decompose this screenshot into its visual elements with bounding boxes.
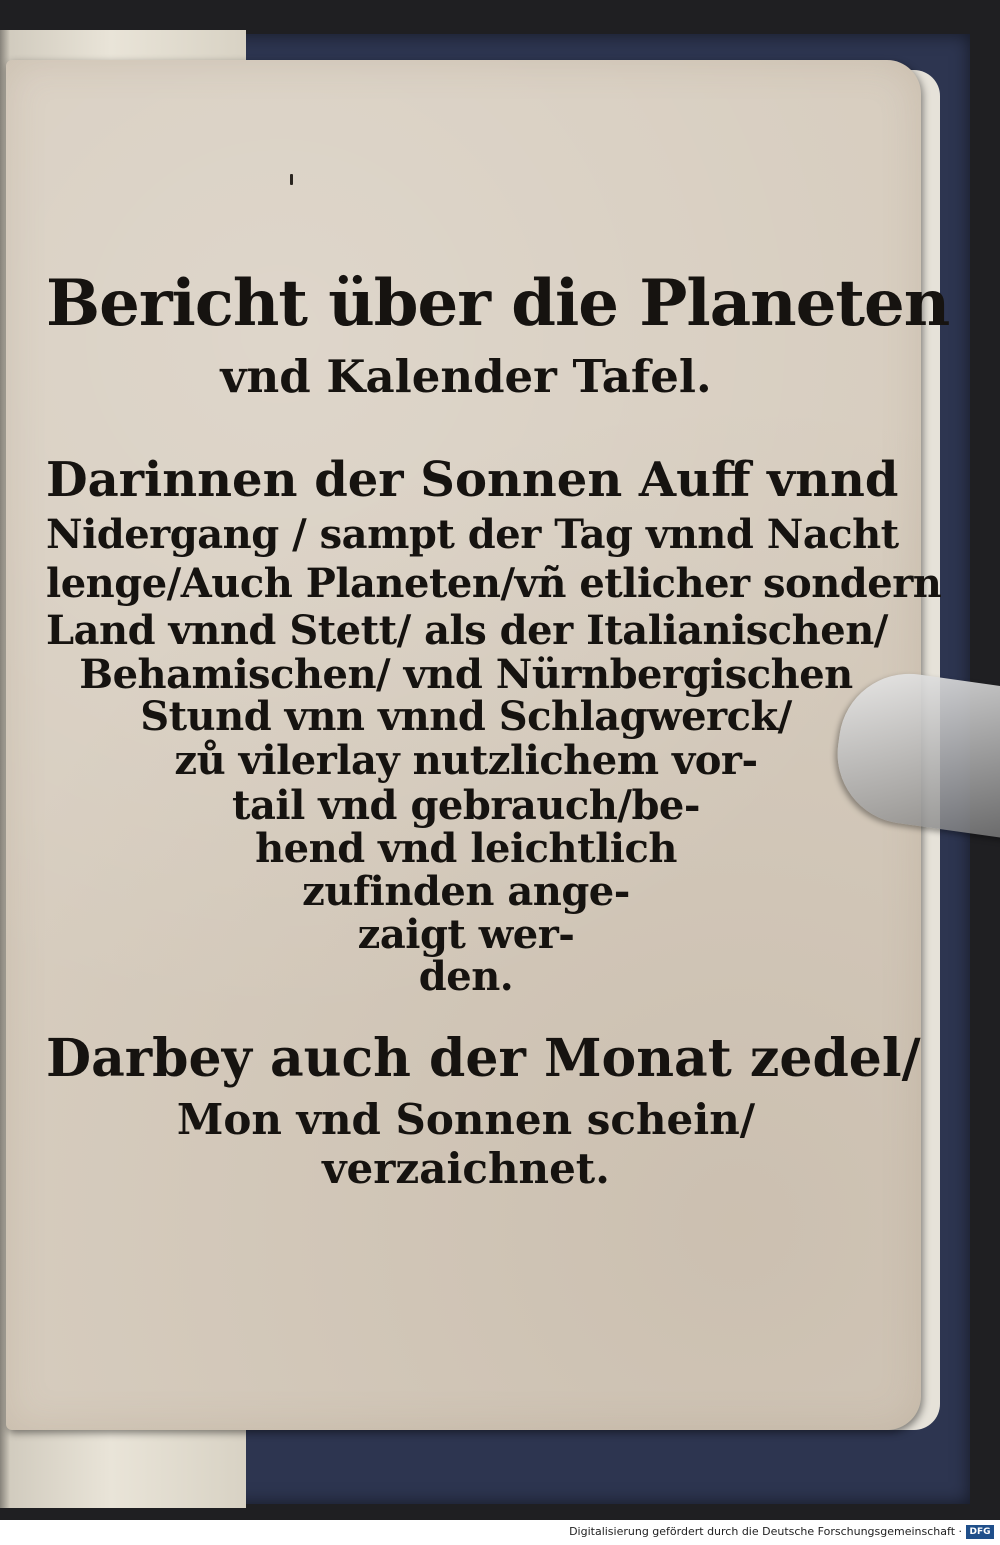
closing-line: Darbey auch der Monat zedel/ bbox=[46, 1028, 921, 1089]
body-line: den. bbox=[418, 953, 514, 1000]
title-line-2: vnd Kalender Tafel. bbox=[220, 350, 712, 403]
funding-credit: Digitalisierung gefördert durch die Deutsche Forschungsgemeinschaft · bbox=[569, 1525, 962, 1538]
dfg-logo: DFG bbox=[966, 1525, 994, 1539]
body-line: hend vnd leichtlich bbox=[255, 825, 677, 872]
body-line: zufinden ange- bbox=[302, 868, 630, 915]
body-line: zů vilerlay nutzlichem vor- bbox=[174, 737, 758, 784]
body-line: tail vnd gebrauch/be- bbox=[232, 782, 700, 829]
body-line: lenge/Auch Planeten/vñ etlicher sondern bbox=[46, 560, 942, 607]
body-line: Behamischen/ vnd Nürnbergischen bbox=[79, 651, 853, 698]
digitization-footer bbox=[0, 1520, 1000, 1545]
body-line: Land vnnd Stett/ als der Italianischen/ bbox=[46, 607, 888, 654]
body-line: zaigt wer- bbox=[357, 911, 575, 958]
closing-line: Mon vnd Sonnen schein/ bbox=[176, 1095, 756, 1144]
closing-line: verzaichnet. bbox=[322, 1144, 610, 1193]
title-line-1: Bericht über die Planeten bbox=[46, 266, 950, 341]
title-page bbox=[6, 60, 950, 1430]
ink-mark bbox=[290, 174, 293, 185]
body-line: Nidergang / sampt der Tag vnnd Nacht bbox=[46, 511, 899, 558]
body-line: Stund vnn vnnd Schlagwerck/ bbox=[140, 693, 792, 740]
body-line: Darinnen der Sonnen Auff vnnd bbox=[46, 452, 899, 508]
